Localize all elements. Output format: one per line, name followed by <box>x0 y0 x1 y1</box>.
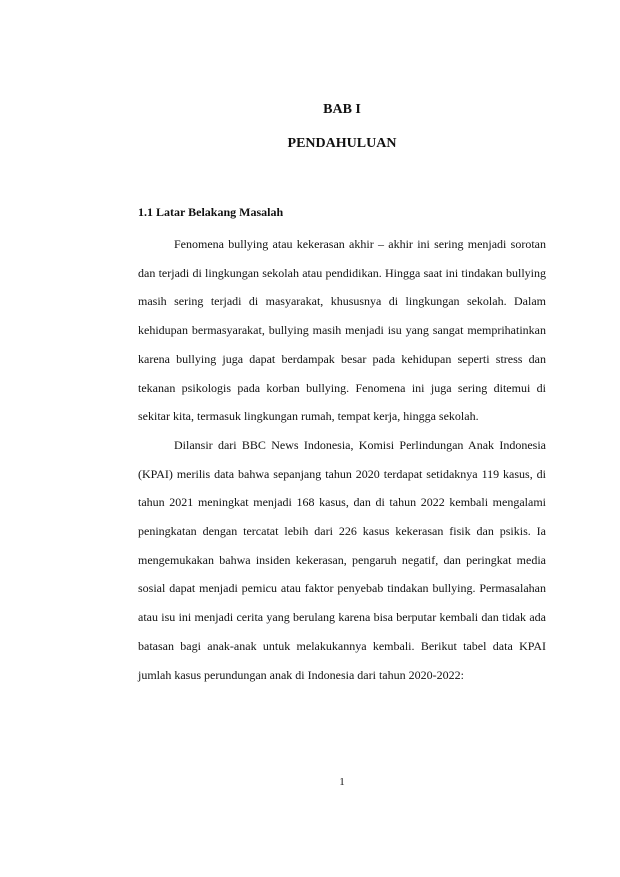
chapter-number: BAB I <box>323 102 361 117</box>
paragraph-2: Dilansir dari BBC News Indonesia, Komisi Perlindungan Anak Indonesia (KPAI) merilis data bahwa sepanjang tahun 2020 terdapat setidaknya 119 kasus, di tahun 2021 meningkat menjadi 168 kasus, dan di tahun 2022 kembali mengalami peningkatan dengan tercatat lebih dari 226 kasus kekerasan fisik dan psikis. Ia mengemukakan bahwa insiden kekerasan, pengaruh negatif, dan peringkat media sosial dapat menjadi pemicu atau faktor penyebab tindakan bullying. Permasalahan atau isu ini menjadi cerita yang berulang karena bisa berputar kembali dan tidak ada batasan bagi anak-anak untuk melakukannya kembali. Berikut tabel data KPAI jumlah kasus perundungan anak di Indonesia dari tahun 2020-2022: <box>138 437 546 682</box>
body-text <box>138 230 546 689</box>
section-heading: 1.1 Latar Belakang Masalah <box>138 205 284 219</box>
page-number: 1 <box>339 776 345 788</box>
chapter-title: PENDAHULUAN <box>287 136 397 151</box>
paragraph-1: Fenomena bullying atau kekerasan akhir – akhir ini sering menjadi sorotan dan terjadi di lingkungan sekolah atau pendidikan. Hingga saat ini tindakan bullying masih sering terjadi di masyarakat, khususnya di lingkungan sekolah. Dalam kehidupan bermasyarakat, bullying masih menjadi isu yang sangat memprihatinkan karena bullying juga dapat berdampak besar pada kehidupan seperti stress dan tekanan psikologis pada korban bullying. Fenomena ini juga sering ditemui di sekitar kita, termasuk lingkungan rumah, tempat kerja, hingga sekolah. <box>138 237 546 424</box>
